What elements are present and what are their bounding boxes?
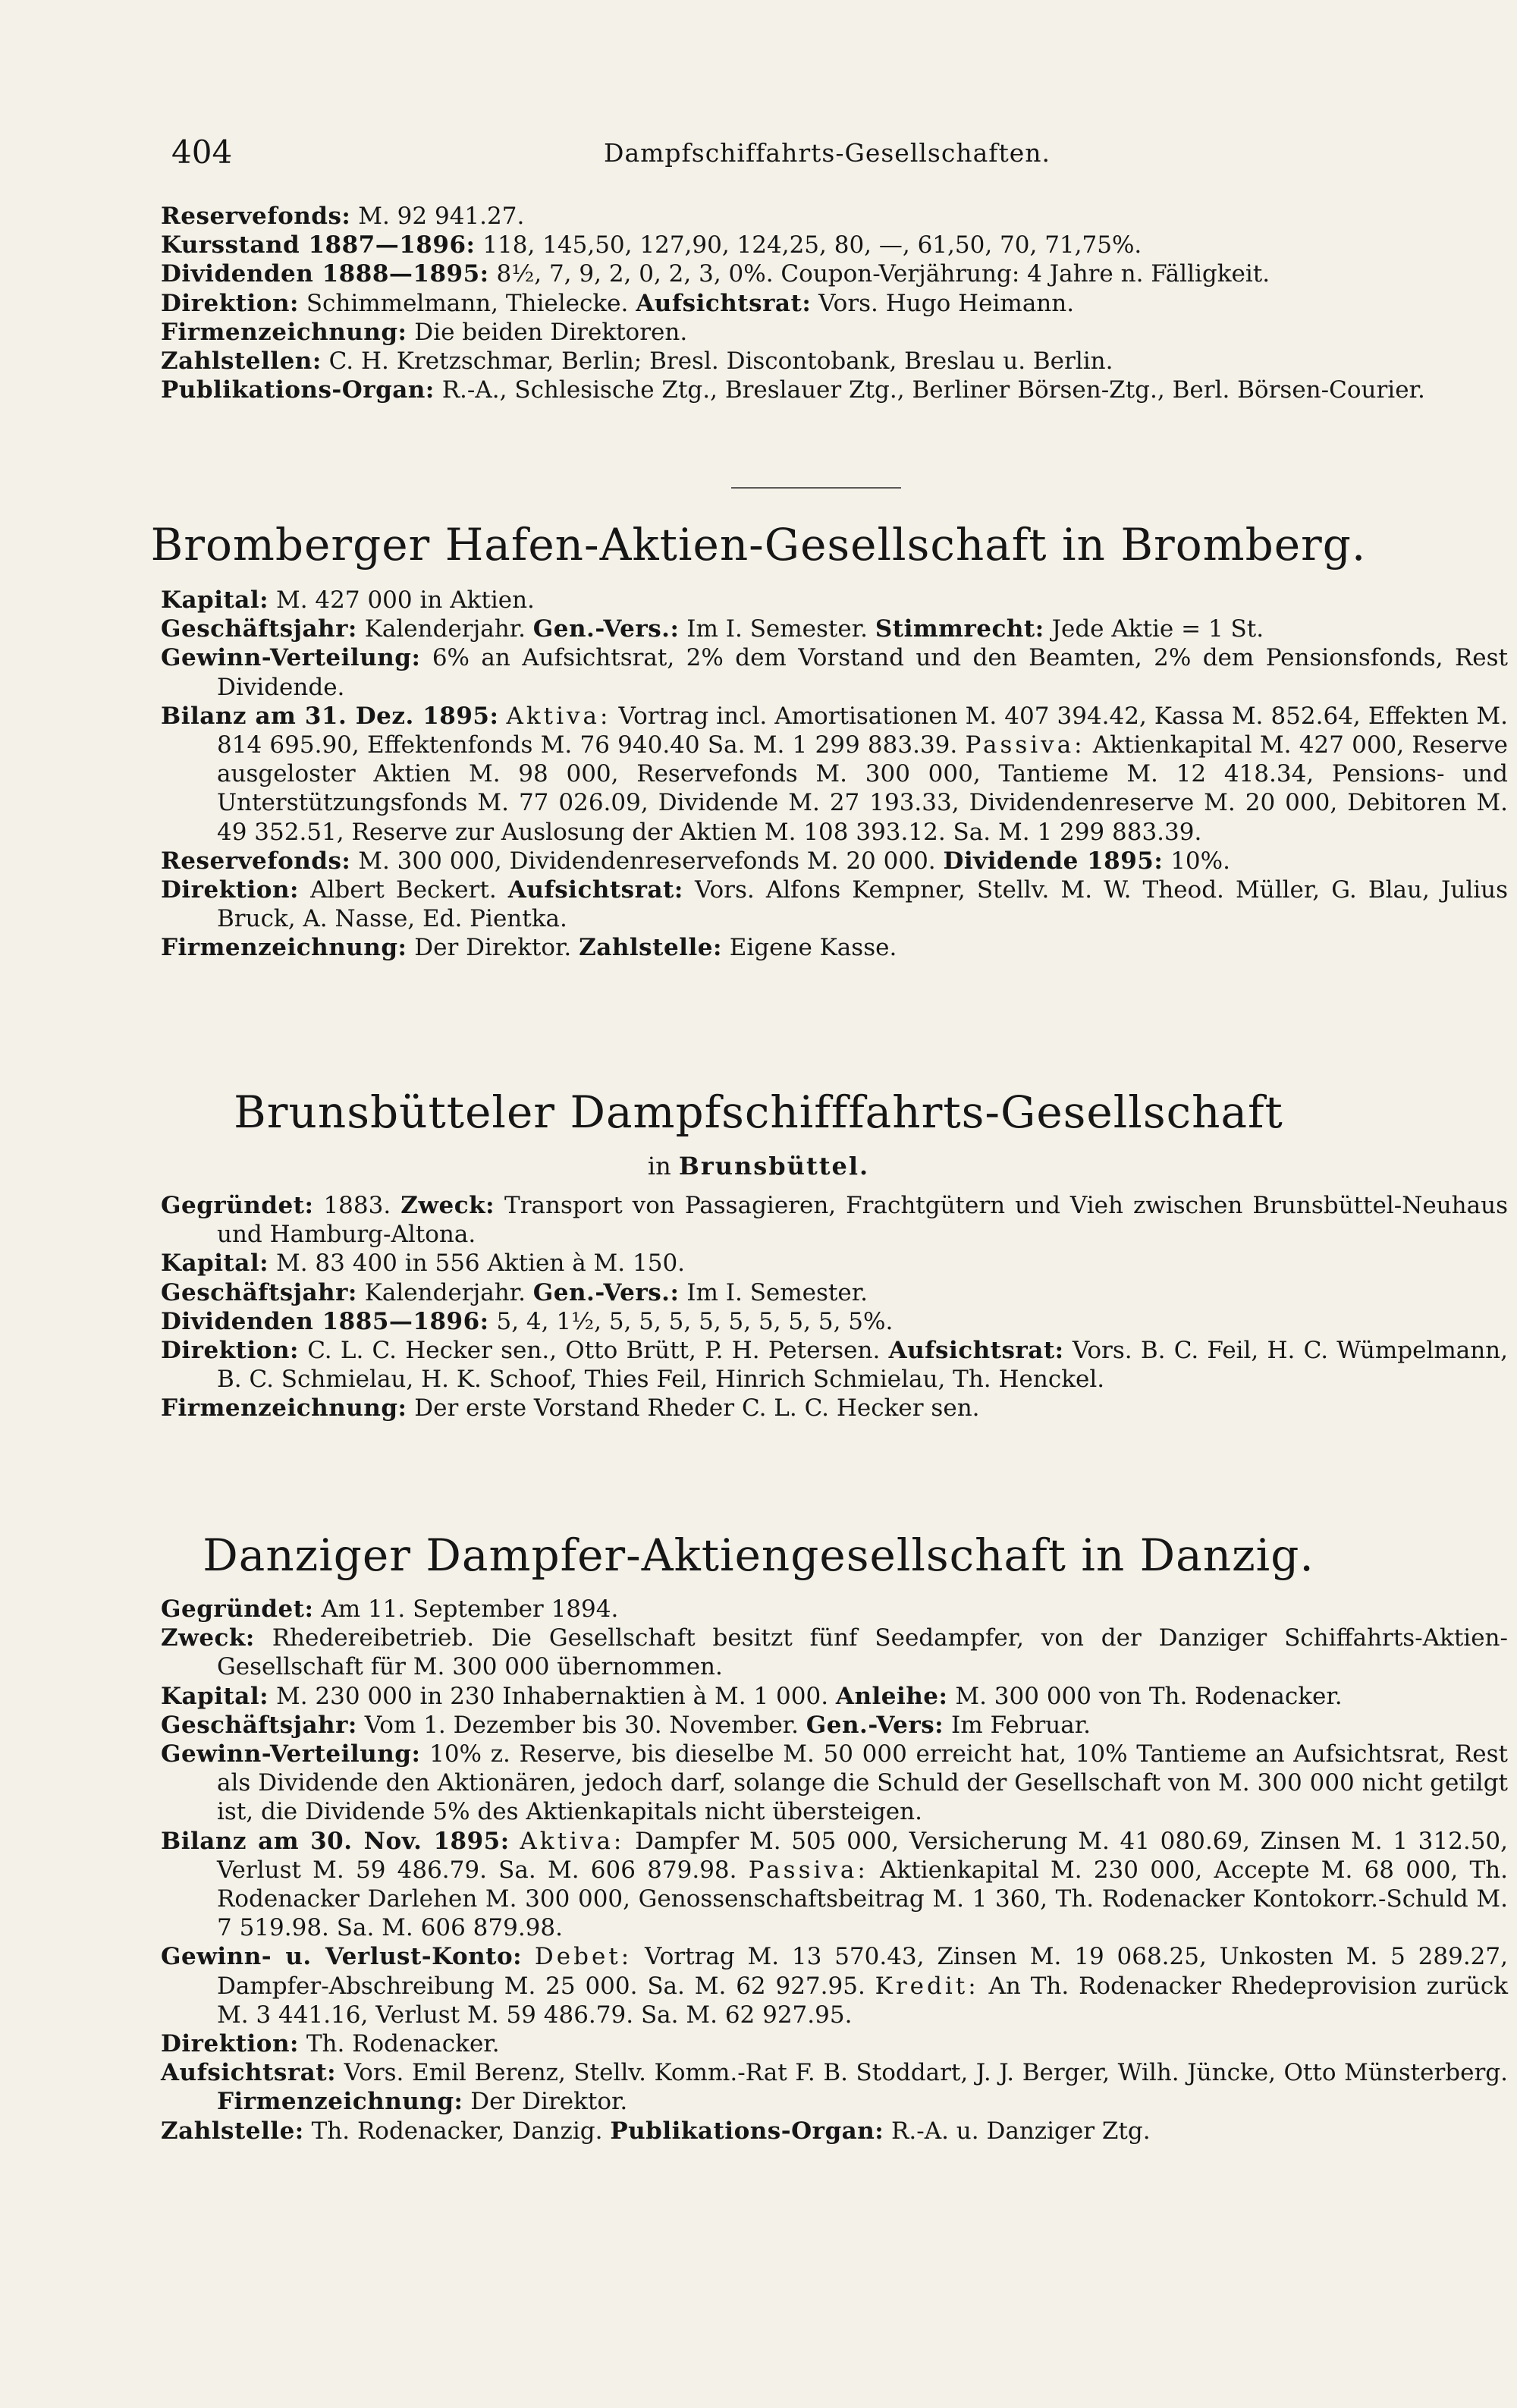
- entry-firmenzeichnung: Firmenzeichnung: Der Direktor. Zahlstelle: Eigene Kasse.: [161, 934, 897, 962]
- entry-dividenden: Dividenden 1885—1896: 5, 4, 1½, 5, 5, 5, 5, 5, 5, 5, 5, 5%.: [161, 1307, 894, 1335]
- previous-company-continuation: [161, 202, 1508, 404]
- entry-gewinn-verteilung: Gewinn-Verteilung: 6% an Aufsichtsrat, 2% dem Vorstand und den Beamten, 2% dem Pensionsfonds, Rest Dividende.: [161, 644, 1509, 701]
- company-danzig: [161, 1595, 1508, 2146]
- company-bromberg: [161, 586, 1508, 963]
- company-title-bromberg: Bromberger Hafen-Aktien-Gesellschaft in Bromberg.: [150, 519, 1367, 571]
- entry-kapital: Kapital: M. 83 400 in 556 Aktien à M. 150.: [161, 1250, 686, 1278]
- section-divider: [731, 487, 901, 489]
- company-subtitle-brunsbuettel: in Brunsbüttel.: [647, 1152, 870, 1180]
- entry-publikations-organ: Publikations-Organ: R.-A., Schlesische Ztg., Breslauer Ztg., Berliner Börsen-Ztg., Berl. Börsen-Courier.: [161, 376, 1425, 404]
- entry-zweck: Zweck: Rhedereibetrieb. Die Gesellschaft besitzt fünf Seedampfer, von der Danziger Schiffahrts-Aktien-Gesellschaft für M. 300 000 übernommen.: [161, 1624, 1509, 1681]
- entry-gegruendet: Gegründet: 1883. Zweck: Transport von Passagieren, Frachtgütern und Vieh zwischen Brunsbüttel-Neuhaus und Hamburg-Altona.: [161, 1192, 1508, 1249]
- entry-direktion: Direktion: Th. Rodenacker.: [161, 2030, 500, 2058]
- company-brunsbuettel: [161, 1191, 1508, 1423]
- entry-direktion: Direktion: Schimmelmann, Thielecke. Aufsichtsrat: Vors. Hugo Heimann.: [161, 289, 1075, 317]
- entry-kapital: Kapital: M. 427 000 in Aktien.: [161, 586, 535, 614]
- entry-kursstand: Kursstand 1887—1896: 118, 145,50, 127,90, 124,25, 80, —, 61,50, 70, 71,75%.: [161, 231, 1142, 259]
- entry-gegruendet: Gegründet: Am 11. September 1894.: [161, 1595, 619, 1623]
- page-header: [171, 134, 1461, 179]
- entry-geschaeftsjahr: Geschäftsjahr: Kalenderjahr. Gen.-Vers.: Im I. Semester.: [161, 1278, 868, 1306]
- entry-gewinn-verlust-konto: Gewinn- u. Verlust-Konto: Debet: Vortrag M. 13 570.43, Zinsen M. 19 068.25, Unkosten M. 5 289.27, Dampfer-Abschreibung M. 25 000. Sa. M. 62 927.95. Kredit: An Th. Rodenacker Rhedeprovision zurück M. 3 441.16, Verlust M. 59 486.79. Sa. M. 62 927.95.: [161, 1943, 1508, 2029]
- entry-reservefonds: Reservefonds: M. 92 941.27.: [161, 203, 525, 230]
- entry-reservefonds: Reservefonds: M. 300 000, Dividendenreservefonds M. 20 000. Dividende 1895: 10%.: [161, 847, 1230, 875]
- entry-firmenzeichnung: Firmenzeichnung: Der erste Vorstand Rheder C. L. C. Hecker sen.: [161, 1394, 980, 1422]
- entry-firmenzeichnung: Firmenzeichnung: Die beiden Direktoren.: [161, 318, 688, 346]
- company-title-brunsbuettel: Brunsbütteler Dampfschifffahrts-Gesellschaft: [234, 1086, 1283, 1138]
- entry-kapital: Kapital: M. 230 000 in 230 Inhabernaktien à M. 1 000. Anleihe: M. 300 000 von Th. Rodenacker.: [161, 1682, 1343, 1710]
- entry-direktion: Direktion: C. L. C. Hecker sen., Otto Brütt, P. H. Petersen. Aufsichtsrat: Vors. B. C. Feil, H. C. Wümpelmann, B. C. Schmielau, H. K. Schoof, Thies Feil, Hinrich Schmielau, Th. Henckel.: [161, 1337, 1509, 1394]
- entry-gewinn-verteilung: Gewinn-Verteilung: 10% z. Reserve, bis dieselbe M. 50 000 erreicht hat, 10% Tantieme an Aufsichtsrat, Rest als Dividende den Aktionären, jedoch darf, solange die Schuld der Gesellschaft von M. 300 000 nicht getilgt ist, die Dividende 5% des Aktienkapitals nicht übersteigen.: [161, 1740, 1509, 1826]
- company-title-danzig: Danziger Dampfer-Aktiengesellschaft in Danzig.: [203, 1529, 1314, 1581]
- page-number: 404: [171, 134, 233, 171]
- entry-bilanz: Bilanz am 31. Dez. 1895: Aktiva: Vortrag incl. Amortisationen M. 407 394.42, Kassa M. 852.64, Effekten M. 814 695.90, Effektenfonds M. 76 940.40 Sa. M. 1 299 883.39. Passiva: Aktienkapital M. 427 000, Reserve ausgeloster Aktien M. 98 000, Reservefonds M. 300 000, Tantieme M. 12 418.34, Pensions- und Unterstützungsfonds M. 77 026.09, Dividende M. 27 193.33, Dividendenreserve M. 20 000, Debitoren M. 49 352.51, Reserve zur Auslosung der Aktien M. 108 393.12. Sa. M. 1 299 883.39.: [161, 702, 1508, 846]
- entry-aufsichtsrat: Aufsichtsrat: Vors. Emil Berenz, Stellv. Komm.-Rat F. B. Stoddart, J. J. Berger, Wilh. Jüncke, Otto Münsterberg. Firmenzeichnung: Der Direktor.: [161, 2059, 1508, 2116]
- entry-dividenden: Dividenden 1888—1895: 8½, 7, 9, 2, 0, 2, 3, 0%. Coupon-Verjährung: 4 Jahre n. Fälligkeit.: [161, 260, 1270, 288]
- entry-zahlstellen: Zahlstellen: C. H. Kretzschmar, Berlin; Bresl. Discontobank, Breslau u. Berlin.: [161, 347, 1113, 376]
- running-title: Dampfschiffahrts-Gesellschaften.: [604, 138, 1051, 168]
- entry-bilanz: Bilanz am 30. Nov. 1895: Aktiva: Dampfer M. 505 000, Versicherung M. 41 080.69, Zinsen M. 1 312.50, Verlust M. 59 486.79. Sa. M. 606 879.98. Passiva: Aktienkapital M. 230 000, Accepte M. 68 000, Th. Rodenacker Darlehen M. 300 000, Genossenschaftsbeitrag M. 1 360, Th. Rodenacker Kontokorr.-Schuld M. 7 519.98. Sa. M. 606 879.98.: [161, 1827, 1508, 1942]
- entry-zahlstelle: Zahlstelle: Th. Rodenacker, Danzig. Publikations-Organ: R.-A. u. Danziger Ztg.: [161, 2117, 1151, 2145]
- entry-geschaeftsjahr: Geschäftsjahr: Kalenderjahr. Gen.-Vers.: Im I. Semester. Stimmrecht: Jede Aktie = 1 St.: [161, 615, 1264, 643]
- entry-geschaeftsjahr: Geschäftsjahr: Vom 1. Dezember bis 30. November. Gen.-Vers: Im Februar.: [161, 1711, 1091, 1739]
- entry-direktion: Direktion: Albert Beckert. Aufsichtsrat: Vors. Alfons Kempner, Stellv. M. W. Theod. Müller, G. Blau, Julius Bruck, A. Nasse, Ed. Pientka.: [161, 876, 1509, 933]
